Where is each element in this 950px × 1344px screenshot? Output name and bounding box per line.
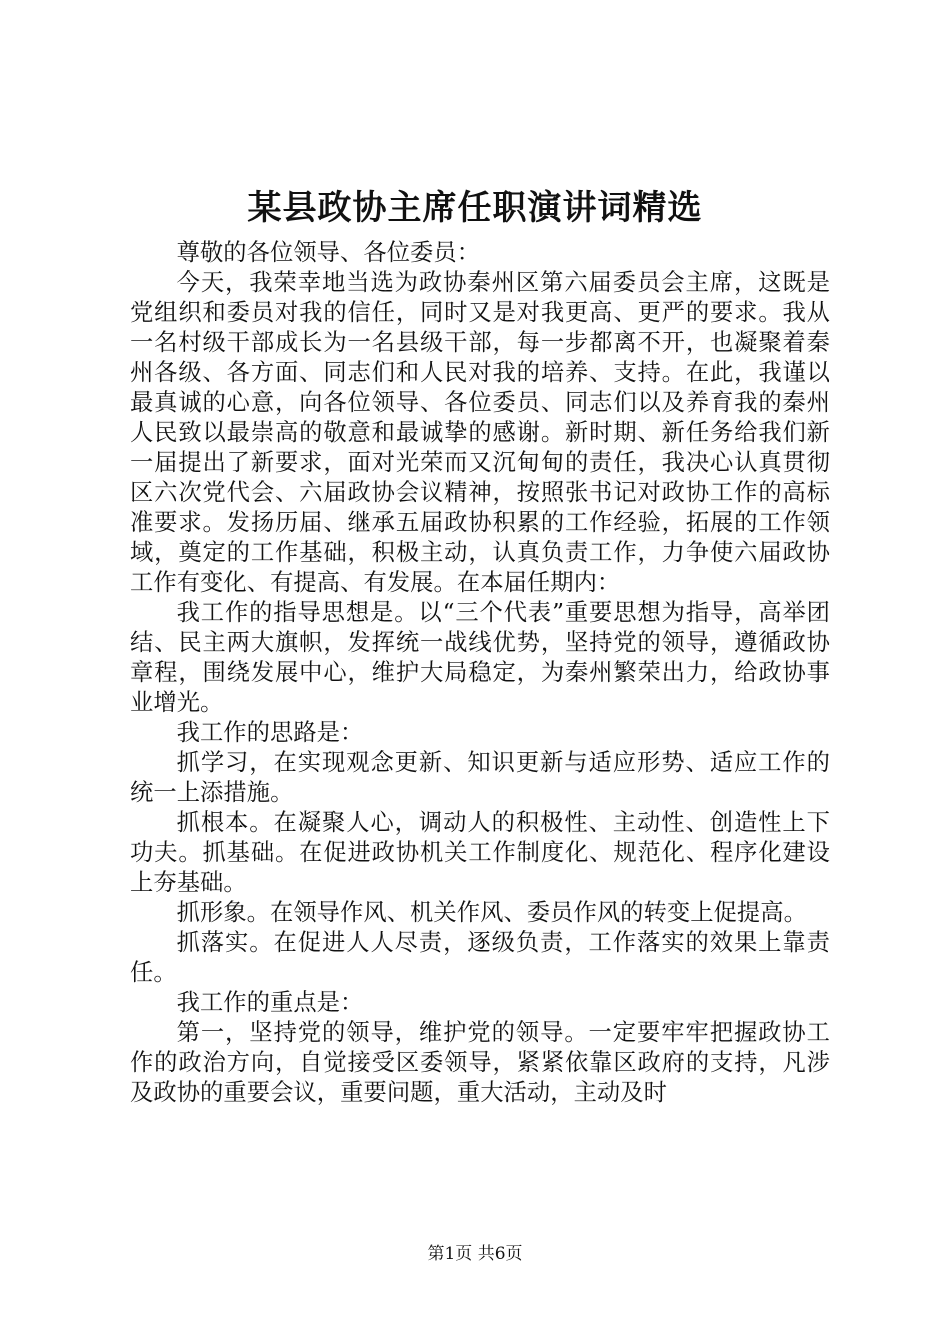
document-body [130,238,830,1108]
fundamentals-paragraph: 抓根本。在凝聚人心，调动人的积极性、主动性、创造性上下功夫。抓基础。在促进政协机关工作制度化、规范化、程序化建设上夯基础。 [130,809,830,896]
work-approach-heading: 我工作的思路是： [176,719,364,746]
image-paragraph: 抓形象。在领导作风、机关作风、委员作风的转变上促提高。 [176,899,807,926]
first-point-paragraph: 第一，坚持党的领导，维护党的领导。一定要牢牢把握政协工作的政治方向，自觉接受区委领导，紧紧依靠区政府的支持，凡涉及政协的重要会议，重要问题，重大活动，主动及时 [130,1019,830,1106]
opening-paragraph: 今天，我荣幸地当选为政协秦州区第六届委员会主席，这既是党组织和委员对我的信任，同时又是对我更高、更严的要求。我从一名村级干部成长为一名县级干部，每一步都离不开，也凝聚着秦州各级、各方面、同志们和人民对我的培养、支持。在此，我谨以最真诚的心意，向各位领导、各位委员、同志们以及养育我的秦州人民致以最崇高的敬意和最诚挚的感谢。新时期、新任务给我们新一届提出了新要求，面对光荣而又沉甸甸的责任，我决心认真贯彻区六次党代会、六届政协会议精神，按照张书记对政协工作的高标准要求。发扬历届、继承五届政协积累的工作经验，拓展的工作领域，奠定的工作基础，积极主动，认真负责工作，力争使六届政协工作有变化、有提高、有发展。在本届任期内： [130,269,830,596]
implementation-paragraph: 抓落实。在促进人人尽责，逐级负责，工作落实的效果上靠责任。 [130,929,830,986]
study-paragraph: 抓学习，在实现观念更新、知识更新与适应形势、适应工作的统一上添措施。 [130,749,830,806]
work-focus-heading: 我工作的重点是： [176,989,364,1016]
guiding-thought-paragraph: 我工作的指导思想是。以“三个代表”重要思想为指导，高举团结、民主两大旗帜，发挥统一战线优势，坚持党的领导，遵循政协章程，围绕发展中心，维护大局稳定，为秦州繁荣出力，给政协事业增光。 [130,599,830,716]
salutation-paragraph: 尊敬的各位领导、各位委员： [176,239,481,266]
page-number: 第1页 共6页 [427,1244,523,1264]
document-title: 某县政协主席任职演讲词精选 [247,188,703,228]
